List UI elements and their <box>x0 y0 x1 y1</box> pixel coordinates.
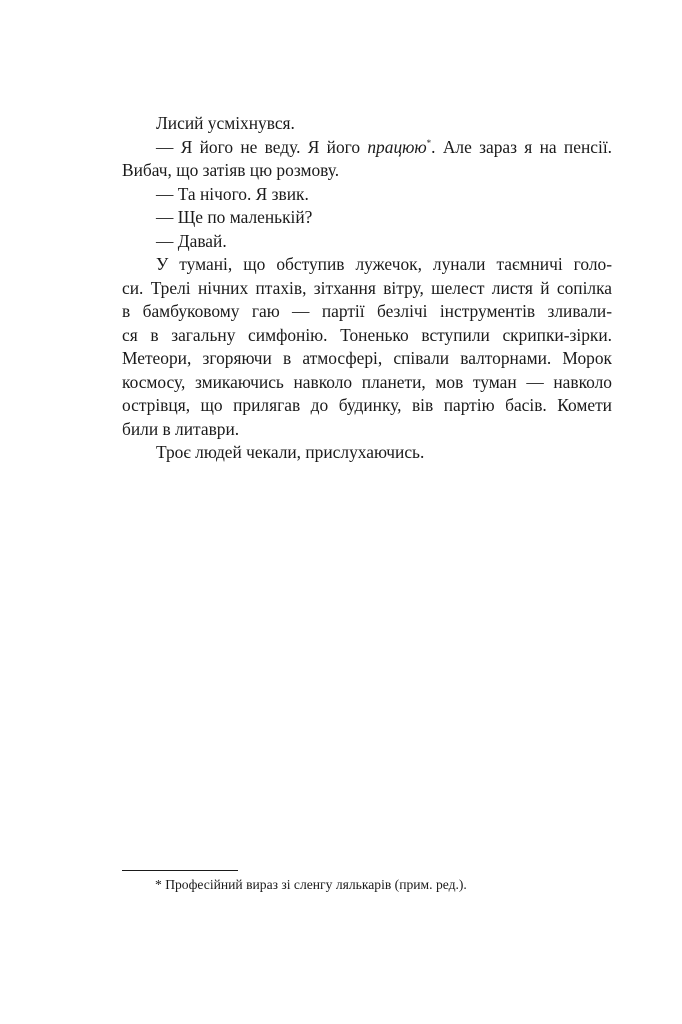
paragraph-3: — Та нічого. Я звик. <box>156 183 309 204</box>
paragraph-1: Лисий усміхнувся. <box>156 113 295 133</box>
dialogue-text-end: . Але зараз я на пенсії. <box>431 136 612 157</box>
paragraph-2-line-2: Вибач, що затіяв цю розмову. <box>122 160 340 180</box>
footnote-text: * Професійний вираз зі сленгу лялькарів (прим. ред.). <box>155 877 467 892</box>
dialogue-text: — Я його не веду. Я його <box>156 136 368 157</box>
paragraph-4: — Ще по маленькій? <box>156 207 313 227</box>
paragraph-5: — Давай. <box>156 230 227 251</box>
footnote-divider <box>122 870 238 871</box>
italic-word: працюю <box>367 136 427 157</box>
paragraph-6-line-2: си. Трелі нічних птахів, зітхання вітру, шелест листя й сопілка <box>122 277 612 298</box>
main-text <box>122 112 612 465</box>
paragraph-6-line-3: в бамбуковому гаю — партії безлічі інструментів зливали- <box>122 301 612 321</box>
paragraph-6-line-1: У тумані, що обступив лужечок, лунали таємничі голо- <box>156 254 612 274</box>
footnote-marker: * <box>426 137 432 148</box>
paragraph-6-line-8: били в литаври. <box>122 418 240 439</box>
paragraph-6-line-6: космосу, змикаючись навколо планети, мов туман — навколо <box>122 371 612 392</box>
paragraph-2-line-1 <box>122 136 612 160</box>
paragraph-6-line-7: острівця, що прилягав до будинку, вів партію басів. Комети <box>122 395 612 415</box>
paragraph-7: Троє людей чекали, прислухаючись. <box>156 442 425 462</box>
paragraph-6-line-4: ся в загальну симфонію. Тоненько вступили скрипки-зірки. <box>122 324 612 345</box>
paragraph-6-line-5: Метеори, згоряючи в атмосфері, співали валторнами. Морок <box>122 348 612 368</box>
